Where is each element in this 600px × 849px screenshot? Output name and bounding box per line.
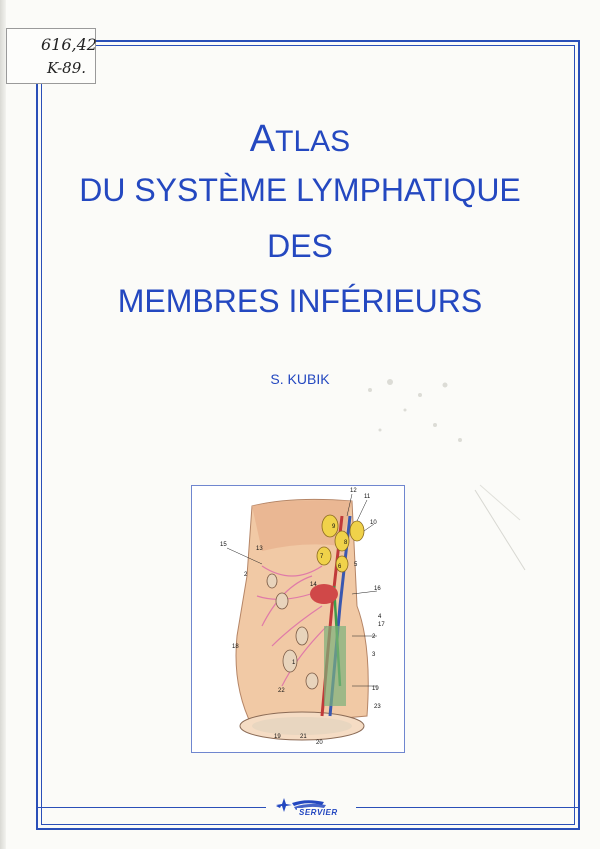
illustration-label: 11 <box>364 494 371 500</box>
title-line-atlas: ATLAS <box>249 118 351 160</box>
illustration-label: 20 <box>316 740 323 746</box>
shelf-mark-number: K-89. <box>47 59 87 77</box>
illustration-label: 1 <box>292 660 296 666</box>
illustration-label: 23 <box>374 704 381 710</box>
illustration-label: 21 <box>300 734 307 740</box>
illustration-label: 3 <box>372 652 376 658</box>
title-line-2: DU SYSTÈME LYMPHATIQUE <box>79 172 521 208</box>
scan-stain <box>350 370 480 460</box>
illustration-label: 14 <box>310 582 317 588</box>
title-line-4: MEMBRES INFÉRIEURS <box>117 283 483 319</box>
illustration-label: 5 <box>354 562 358 568</box>
illustration-label: 8 <box>344 540 348 546</box>
illustration-label: 2 <box>244 572 248 578</box>
scan-crease <box>470 480 530 580</box>
anatomical-illustration <box>191 485 405 753</box>
illustration-label: 22 <box>278 688 285 694</box>
author-name: S. KUBIK <box>270 371 330 387</box>
illustration-label: 13 <box>256 546 263 552</box>
shelf-mark-code: 616,42 <box>41 35 97 54</box>
library-shelf-mark-label <box>6 28 96 84</box>
illustration-label: 16 <box>374 586 381 592</box>
illustration-label: 15 <box>220 542 227 548</box>
illustration-label: 19 <box>274 734 281 740</box>
lymphatic-leg-diagram <box>192 486 404 752</box>
illustration-label: 4 <box>378 614 382 620</box>
illustration-label: 19 <box>372 686 379 692</box>
illustration-label: 9 <box>332 524 336 530</box>
publisher-name: SERVIER <box>299 808 338 817</box>
illustration-label: 10 <box>370 520 377 526</box>
illustration-label: 17 <box>378 622 385 628</box>
illustration-label: 18 <box>232 644 239 650</box>
title-line-3: DES <box>267 228 333 264</box>
illustration-label: 12 <box>350 488 357 494</box>
illustration-label: 7 <box>320 554 324 560</box>
illustration-label: 2 <box>372 634 376 640</box>
illustration-label: 6 <box>338 564 342 570</box>
